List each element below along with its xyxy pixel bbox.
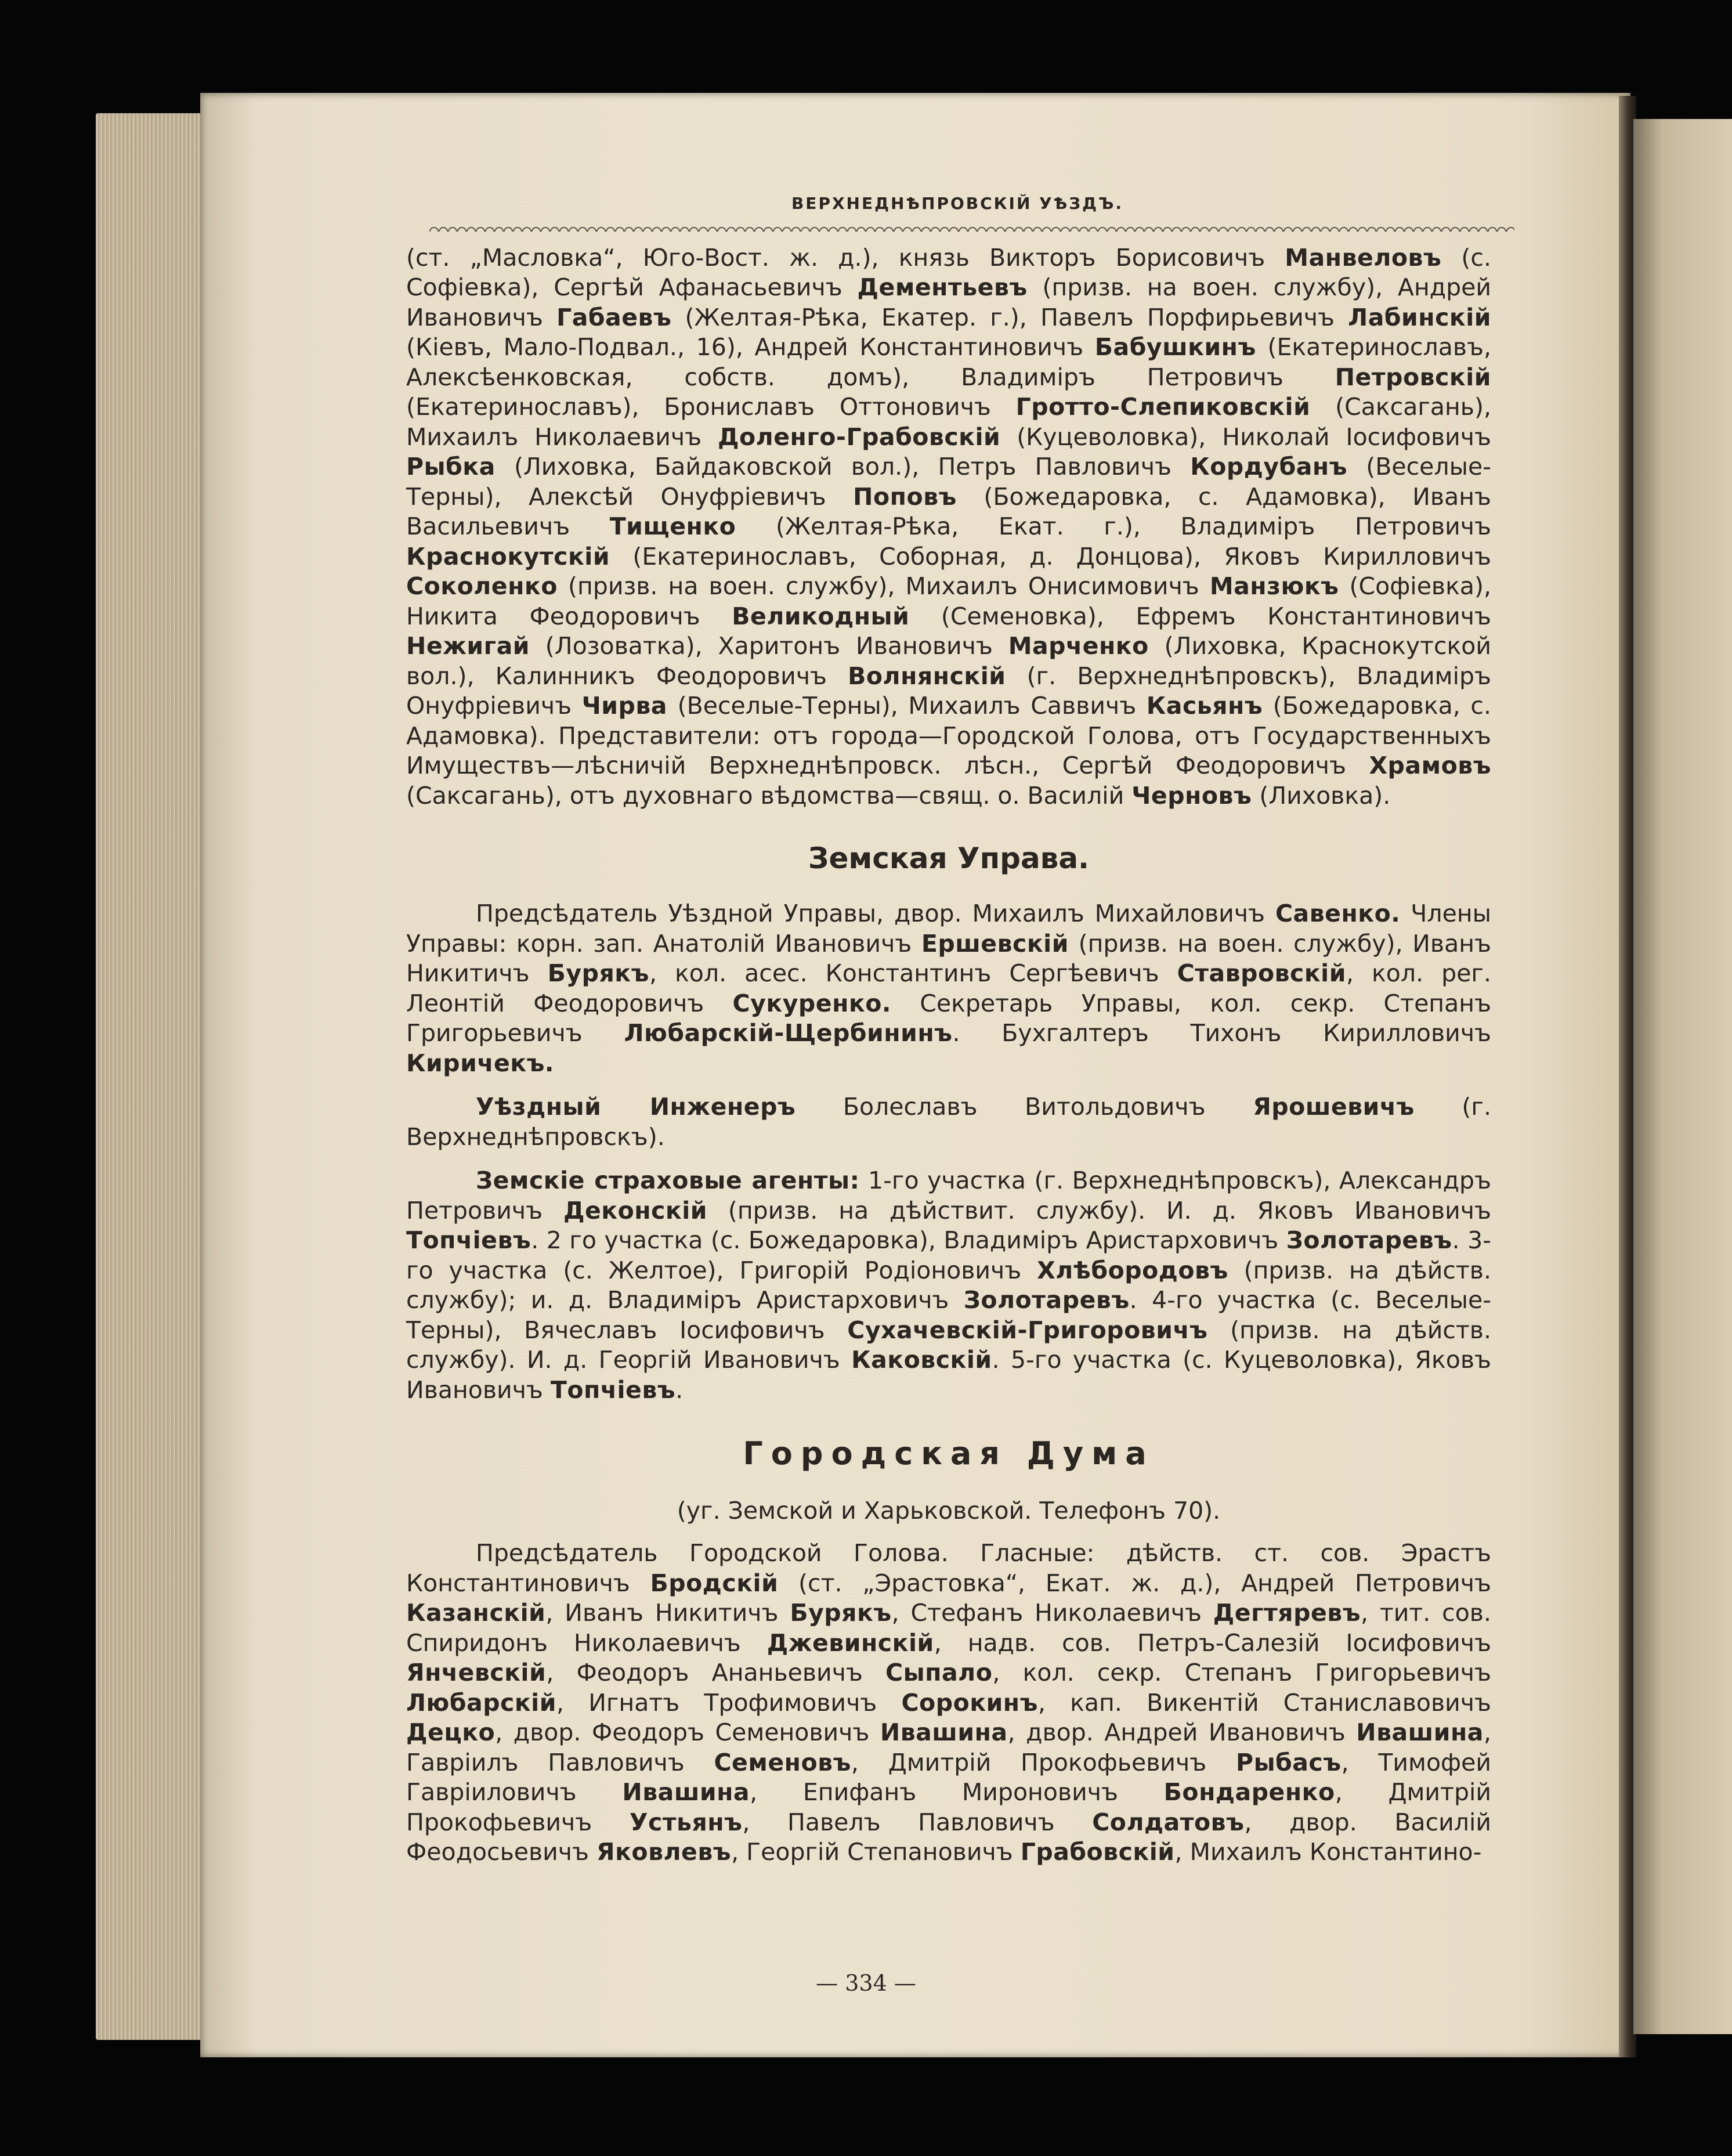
bold-name: Ставровскій	[1177, 959, 1346, 987]
decorative-wavy-rule	[429, 223, 1514, 232]
bold-name: Краснокутскій	[406, 542, 610, 570]
page-text-block	[406, 189, 1491, 1868]
bold-name: Дегтяревъ	[1213, 1599, 1361, 1627]
bold-name: Храмовъ	[1369, 752, 1491, 779]
bold-name: Касьянъ	[1146, 692, 1263, 720]
page-number: — 334 —	[816, 1970, 916, 1996]
bold-name: Рыбасъ	[1236, 1748, 1342, 1776]
section-heading-gorodskaya-duma: Городская Дума	[743, 1435, 1155, 1472]
bold-name: Ивашина	[1356, 1718, 1484, 1747]
bold-name: Бродскій	[650, 1569, 779, 1597]
bold-name: Рыбка	[406, 453, 496, 481]
bold-name: Кордубанъ	[1190, 453, 1348, 481]
bold-name: Топчіевъ	[406, 1226, 531, 1254]
bold-name: Устьянъ	[629, 1808, 743, 1836]
section-heading-zemskaya-uprava: Земская Управа.	[808, 842, 1090, 875]
duma-address: (уг. Земской и Харьковской. Телефонъ 70).	[677, 1496, 1221, 1525]
bold-name: Нежигай	[406, 632, 530, 660]
bold-name: Казанскій	[406, 1599, 546, 1627]
bold-name: Янчевскій	[406, 1659, 547, 1687]
bold-name: Бабушкинъ	[1094, 333, 1256, 361]
bold-name: Лабинскій	[1348, 303, 1491, 331]
bold-name: Топчіевъ	[550, 1375, 676, 1404]
bold-name: Каковскій	[851, 1346, 992, 1374]
bold-name: Поповъ	[853, 482, 957, 511]
bold-name: Ершевскій	[921, 929, 1069, 958]
bold-name: Яковлевъ	[596, 1838, 732, 1866]
bold-name: Соколенко	[406, 572, 558, 600]
bold-name: Ивашина	[880, 1718, 1008, 1747]
running-head: ВЕРХНЕДНѢПРОВСКІЙ УѢЗДЪ.	[791, 194, 1124, 213]
bold-name: Джевинскій	[766, 1628, 934, 1657]
bold-name: Деконскій	[563, 1196, 707, 1225]
bold-name: Великодный	[732, 602, 910, 630]
bold-name: Сукуренко.	[732, 989, 891, 1017]
bold-name: Гротто-Слепиковскій	[1015, 393, 1311, 421]
bold-name: Солдатовъ	[1092, 1808, 1245, 1836]
bold-name: Уѣздный Инженеръ	[476, 1093, 796, 1121]
bold-name: Золотаревъ	[1286, 1226, 1452, 1254]
bold-name: Бондаренко	[1163, 1778, 1335, 1807]
bold-name: Сыпало	[885, 1659, 993, 1687]
page-edges-stack	[96, 113, 209, 2040]
engineer-paragraph: Уѣздный Инженеръ Болеславъ Витольдовичъ Ярошевичъ (г. Верхнеднѣпровскъ).	[406, 1093, 1491, 1151]
bold-name: Ивашина	[622, 1778, 750, 1807]
bold-name: Марченко	[1008, 632, 1149, 660]
bold-name: Тищенко	[609, 512, 736, 540]
bold-name: Сорокинъ	[901, 1688, 1038, 1717]
bold-name: Дементьевъ	[857, 273, 1028, 301]
council-members-paragraph: (ст. „Масловка“, Юго-Вост. ж. д.), князь Викторъ Борисовичъ Манвеловъ (с. Софіевка), Сергѣй Афанасьевичъ Дементьевъ (призв. на воен. службу), Андрей Ивановичъ Габаевъ (Желтая-Рѣка, Екатер. г.), Павелъ Порфирьевичъ Лабинскій (Кіевъ, Мало-Подвал., 16), Андрей Константиновичъ Бабушкинъ (Екатеринославъ, Алексѣенковская, собств. домъ), Владиміръ Петровичъ Петровскій (Екатеринославъ), Брониславъ Оттоновичъ Гротто-Слепиковскій (Саксагань), Михаилъ Николаевичъ Доленго-Грабовскій (Куцеволовка), Николай Іосифовичъ Рыбка (Лиховка, Байдаковской вол.), Петръ Павловичъ Кордубанъ (Веселые-Терны), Алексѣй Онуфріевичъ Поповъ (Божедаровка, с. Адамовка), Иванъ Васильевичъ Тищенко (Желтая-Рѣка, Екат. г.), Владиміръ Петровичъ Краснокутскій (Екатеринославъ, Соборная, д. Донцова), Яковъ Кирилловичъ Соколенко (призв. на воен. службу), Михаилъ Онисимовичъ Манзюкъ (Софіевка), Никита Феодоровичъ Великодный (Семеновка), Ефремъ Константиновичъ Нежигай (Лозоватка), Харитонъ Ивановичъ Марченко (Лиховка, Краснокутской вол.), Калинникъ Феодоровичъ Волнянскій (г. Верхнеднѣпровскъ), Владиміръ Онуфріевичъ Чирва (Веселые-Терны), Михаилъ Саввичъ Касьянъ (Божедаровка, с. Адамовка). Представители: отъ города—Городской Голова, отъ Государственныхъ Имуществъ—лѣсничій Верхнеднѣпровск. лѣсн., Сергѣй Феодоровичъ Храмовъ (Саксагань), отъ духовнаго вѣдомства—свящ. о. Василій Черновъ (Лиховка).	[406, 243, 1492, 810]
bold-name: Децко	[406, 1718, 496, 1747]
facing-page-edge	[1633, 119, 1732, 2034]
bold-name: Любарскій-Щербининъ	[624, 1019, 953, 1047]
bold-name: Семеновъ	[714, 1748, 851, 1776]
uprava-paragraph: Предсѣдатель Уѣздной Управы, двор. Михаилъ Михайловичъ Савенко. Члены Управы: корн. зап. Анатолій Ивановичъ Ершевскій (призв. на воен. службу), Иванъ Никитичъ Бурякъ, кол. асес. Константинъ Сергѣевичъ Ставровскій, кол. рег. Леонтій Феодоровичъ Сукуренко. Секретарь Управы, кол. секр. Степанъ Григорьевичъ Любарскій-Щербининъ. Бухгалтеръ Тихонъ Кирилловичъ Киричекъ.	[406, 900, 1492, 1077]
insurance-agents-paragraph: Земскіе страховые агенты: 1-го участка (г. Верхнеднѣпровскъ), Александръ Петровичъ Деконскій (призв. на дѣйствит. службу). И. д. Яковъ Ивановичъ Топчіевъ. 2 го участка (с. Божедаровка), Владиміръ Аристарховичъ Золотаревъ. 3-го участка (с. Желтое), Григорій Родіоновичъ Хлѣбородовъ (призв. на дѣйств. службу); и. д. Владиміръ Аристарховичъ Золотаревъ. 4-го участка (с. Веселые-Терны), Вячеславъ Іосифовичъ Сухачевскій-Григоровичъ (призв. на дѣйств. службу). И. д. Георгій Ивановичъ Каковскій. 5-го участка (с. Куцеволовка), Яковъ Ивановичъ Топчіевъ.	[406, 1167, 1492, 1404]
bold-name: Манзюкъ	[1209, 572, 1339, 600]
bold-name: Бурякъ	[790, 1599, 892, 1627]
duma-paragraph: Предсѣдатель Городской Голова. Гласные: дѣйств. ст. сов. Эрастъ Константиновичъ Бродскій (ст. „Эрастовка“, Екат. ж. д.), Андрей Петровичъ Казанскій, Иванъ Никитичъ Бурякъ, Стефанъ Николаевичъ Дегтяревъ, тит. сов. Спиридонъ Николаевичъ Джевинскій, надв. сов. Петръ-Салезій Іосифовичъ Янчевскій, Феодоръ Ананьевичъ Сыпало, кол. секр. Степанъ Григорьевичъ Любарскій, Игнатъ Трофимовичъ Сорокинъ, кап. Викентій Станиславовичъ Децко, двор. Феодоръ Семеновичъ Ивашина, двор. Андрей Ивановичъ Ивашина, Гавріилъ Павловичъ Семеновъ, Дмитрій Прокофьевичъ Рыбасъ, Тимофей Гавріиловичъ Ивашина, Епифанъ Мироновичъ Бондаренко, Дмитрій Прокофьевичъ Устьянъ, Павелъ Павловичъ Солдатовъ, двор. Василій Феодосьевичъ Яковлевъ, Георгій Степановичъ Грабовскій, Михаилъ Константино-	[406, 1539, 1492, 1866]
bold-name: Земскіе страховые агенты:	[476, 1167, 860, 1194]
bold-name: Золотаревъ	[963, 1286, 1130, 1314]
bold-name: Волнянскій	[848, 662, 1006, 690]
bold-name: Габаевъ	[556, 303, 672, 331]
bold-name: Киричекъ.	[406, 1049, 554, 1077]
bold-name: Ярошевичъ	[1253, 1093, 1415, 1121]
bold-name: Чирва	[581, 692, 667, 720]
bold-name: Грабовскій	[1020, 1838, 1175, 1866]
bold-name: Сухачевскій-Григоровичъ	[847, 1316, 1208, 1344]
bold-name: Хлѣбородовъ	[1037, 1256, 1228, 1284]
bold-name: Бурякъ	[547, 959, 649, 987]
bold-name: Любарскій	[406, 1688, 556, 1717]
bold-name: Доленго-Грабовскій	[718, 422, 1001, 451]
bold-name: Савенко.	[1275, 900, 1401, 927]
bold-name: Манвеловъ	[1285, 243, 1442, 272]
bold-name: Черновъ	[1131, 781, 1252, 810]
bold-name: Петровскій	[1335, 363, 1491, 391]
